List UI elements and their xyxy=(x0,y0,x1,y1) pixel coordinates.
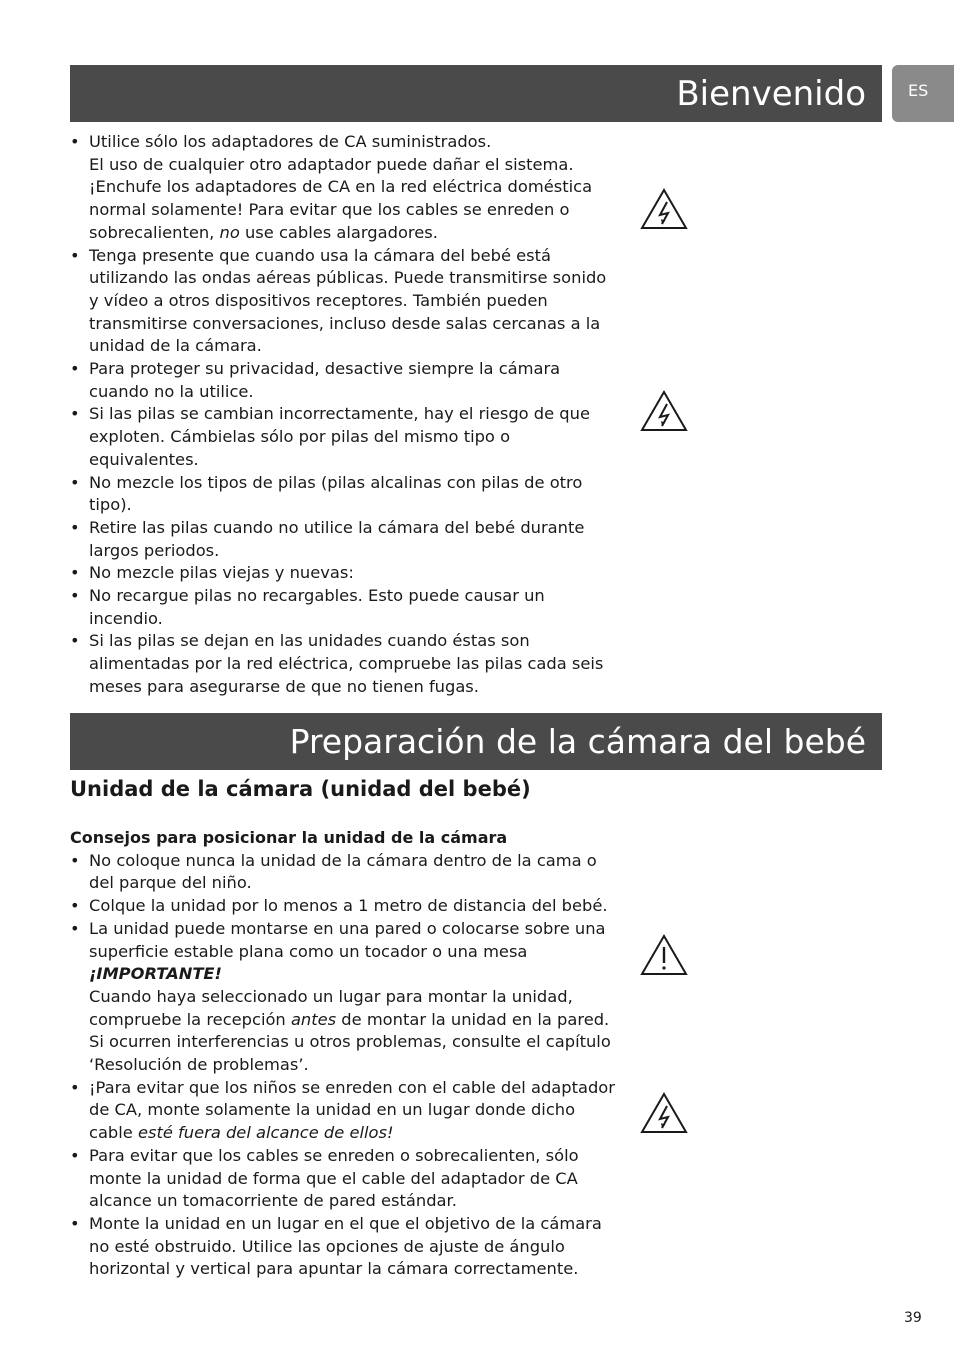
list-item: • La unidad puede montarse en una pared o colocarse sobre una superficie estable plana como un tocador o una mesa ¡IMPORTANTE! Cuando haya seleccionado un lugar para montar la unidad, compruebe la recepción antes de montar la unidad en la pared. Si ocurren interferencias u otros problemas, consulte el capítulo ‘Resolución de problemas’. xyxy=(70,918,618,1077)
list-item: • Tenga presente que cuando usa la cámara del bebé está utilizando las ondas aéreas públicas. Puede transmitirse sonido y vídeo a otros dispositivos receptores. También pueden transmitirse conversaciones, incluso desde salas cercanas a la unidad de la cámara. xyxy=(70,245,618,359)
safety-list-section xyxy=(70,131,618,699)
language-label: ES xyxy=(908,81,929,100)
language-tab xyxy=(892,65,954,122)
tips-heading: Consejos para posicionar la unidad de la cámara xyxy=(70,828,508,847)
electric-warning-icon xyxy=(640,390,688,432)
section-header-preparacion xyxy=(70,713,882,770)
list-item: • Para proteger su privacidad, desactive siempre la cámara cuando no la utilice. xyxy=(70,358,618,403)
list-item: • Colque la unidad por lo menos a 1 metro de distancia del bebé. xyxy=(70,895,618,918)
list-item: • No recargue pilas no recargables. Esto puede causar un incendio. xyxy=(70,585,618,630)
list-item: • Si las pilas se dejan en las unidades cuando éstas son alimentadas por la red eléctrica, compruebe las pilas cada seis meses para asegurarse de que no tienen fugas. xyxy=(70,630,618,698)
list-item: • ¡Para evitar que los niños se enreden con el cable del adaptador de CA, monte solamente la unidad en un lugar donde dicho cable esté fuera del alcance de ellos! xyxy=(70,1077,618,1145)
list-item: • Para evitar que los cables se enreden o sobrecalienten, sólo monte la unidad de forma que el cable del adaptador de CA alcance un tomacorriente de pared estándar. xyxy=(70,1145,618,1213)
list-item: • No mezcle pilas viejas y nuevas: xyxy=(70,562,618,585)
list-item: • No mezcle los tipos de pilas (pilas alcalinas con pilas de otro tipo). xyxy=(70,472,618,517)
list-item: • Monte la unidad en un lugar en el que el objetivo de la cámara no esté obstruido. Utilice las opciones de ajuste de ángulo horizontal y vertical para apuntar la cámara correctamente. xyxy=(70,1213,618,1281)
section-header-bienvenido xyxy=(70,65,882,122)
important-label: ¡IMPORTANTE! xyxy=(89,964,222,984)
page-title: Bienvenido xyxy=(676,73,866,114)
section-title: Preparación de la cámara del bebé xyxy=(289,722,866,761)
caution-warning-icon xyxy=(640,934,688,976)
safety-bullet-list xyxy=(70,131,618,699)
list-item: • Utilice sólo los adaptadores de CA suministrados. El uso de cualquier otro adaptador puede dañar el sistema. ¡Enchufe los adaptadores de CA en la red eléctrica doméstica normal solamente! Para evitar que los cables se enreden o sobrecalienten, no use cables alargadores. xyxy=(70,131,618,245)
electric-warning-icon xyxy=(640,188,688,230)
page-number: 39 xyxy=(904,1310,922,1326)
list-item: • Si las pilas se cambian incorrectamente, hay el riesgo de que exploten. Cámbielas sólo por pilas del mismo tipo o equivalentes. xyxy=(70,403,618,471)
list-item: • Retire las pilas cuando no utilice la cámara del bebé durante largos periodos. xyxy=(70,517,618,562)
subsection-title: Unidad de la cámara (unidad del bebé) xyxy=(70,777,531,801)
positioning-tips-section xyxy=(70,827,618,1281)
electric-warning-icon xyxy=(640,1092,688,1134)
list-item: • No coloque nunca la unidad de la cámara dentro de la cama o del parque del niño. xyxy=(70,850,618,895)
tips-bullet-list xyxy=(70,850,618,1281)
